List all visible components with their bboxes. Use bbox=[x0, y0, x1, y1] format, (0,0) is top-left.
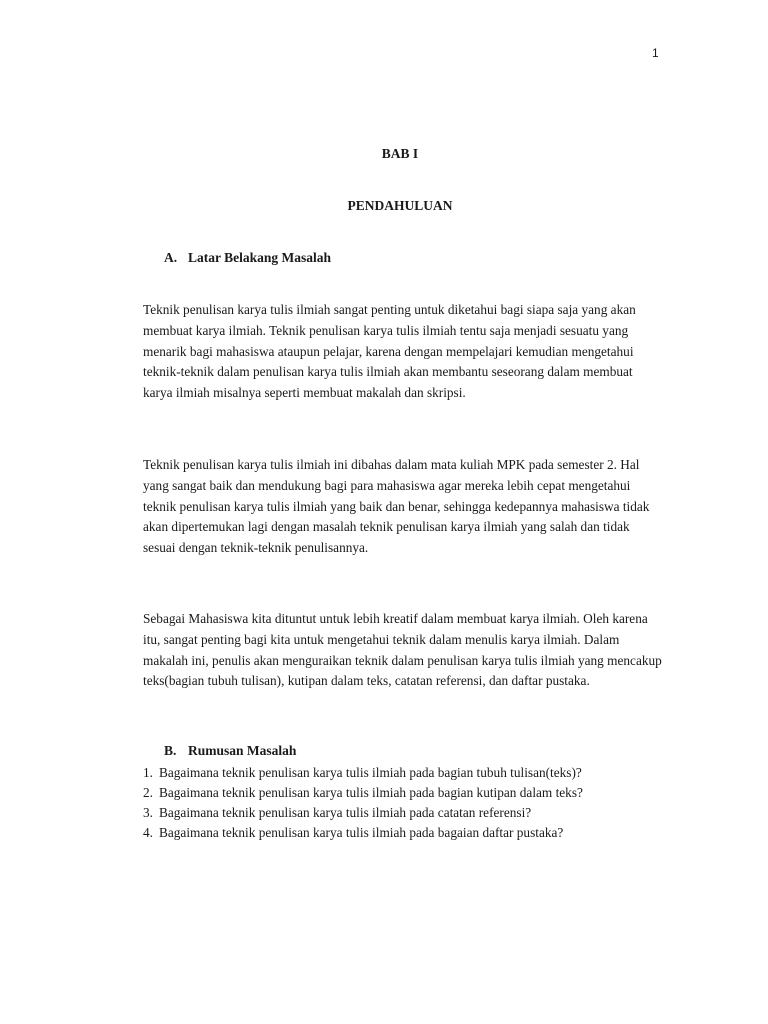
list-item-number: 3. bbox=[143, 805, 153, 820]
question-list bbox=[143, 763, 663, 843]
list-item bbox=[143, 763, 663, 783]
list-item-number: 4. bbox=[143, 825, 153, 840]
page-number: 1 bbox=[652, 46, 659, 60]
list-item bbox=[143, 823, 663, 843]
list-item-text: Bagaimana teknik penulisan karya tulis ilmiah pada bagian tubuh tulisan(teks)? bbox=[159, 765, 582, 780]
list-item bbox=[143, 803, 663, 823]
chapter-heading: BAB I bbox=[381, 146, 419, 161]
paragraph-1: Teknik penulisan karya tulis ilmiah sangat penting untuk diketahui bagi siapa saja yang akan membuat karya ilmiah. Teknik penulisan karya tulis ilmiah tentu saja menjadi sesuatu yang menarik bagi mahasiswa ataupun pelajar, karena dengan mempelajari kemudian mengetahui teknik-teknik dalam penulisan karya tulis ilmiah akan membantu seseorang dalam membuat karya ilmiah misalnya seperti membuat makalah dan skripsi. bbox=[143, 302, 636, 401]
section-b-letter: B. bbox=[164, 743, 177, 758]
list-item-text: Bagaimana teknik penulisan karya tulis ilmiah pada bagaian daftar pustaka? bbox=[159, 825, 564, 840]
list-item-text: Bagaimana teknik penulisan karya tulis ilmiah pada catatan referensi? bbox=[159, 805, 532, 820]
list-item-text: Bagaimana teknik penulisan karya tulis ilmiah pada bagian kutipan dalam teks? bbox=[159, 785, 583, 800]
section-b-heading bbox=[164, 743, 296, 759]
list-item bbox=[143, 783, 663, 803]
section-a-title: Latar Belakang Masalah bbox=[188, 250, 332, 265]
paragraph-2: Teknik penulisan karya tulis ilmiah ini dibahas dalam mata kuliah MPK pada semester 2. Hal yang sangat baik dan mendukung bagi para mahasiswa agar mereka lebih cepat mengetahui teknik penulisan karya tulis ilmiah yang baik dan benar, sehingga kedepannya mahasiswa tidak akan dipertemukan lagi dengan masalah teknik penulisan karya ilmiah yang salah dan tidak sesuai dengan teknik-teknik penulisannya. bbox=[143, 457, 650, 556]
section-a-heading bbox=[164, 250, 331, 266]
list-item-number: 1. bbox=[143, 765, 153, 780]
list-item-number: 2. bbox=[143, 785, 153, 800]
section-b-title: Rumusan Masalah bbox=[188, 743, 297, 758]
section-a-letter: A. bbox=[164, 250, 178, 265]
chapter-title: PENDAHULUAN bbox=[347, 198, 453, 213]
paragraph-3: Sebagai Mahasiswa kita dituntut untuk lebih kreatif dalam membuat karya ilmiah. Oleh karena itu, sangat penting bagi kita untuk mengetahui teknik dalam menulis karya ilmiah. Dalam makalah ini, penulis akan menguraikan teknik dalam penulisan karya tulis ilmiah yang mencakup teks(bagian tubuh tulisan), kutipan dalam teks, catatan referensi, dan daftar pustaka. bbox=[143, 611, 662, 689]
